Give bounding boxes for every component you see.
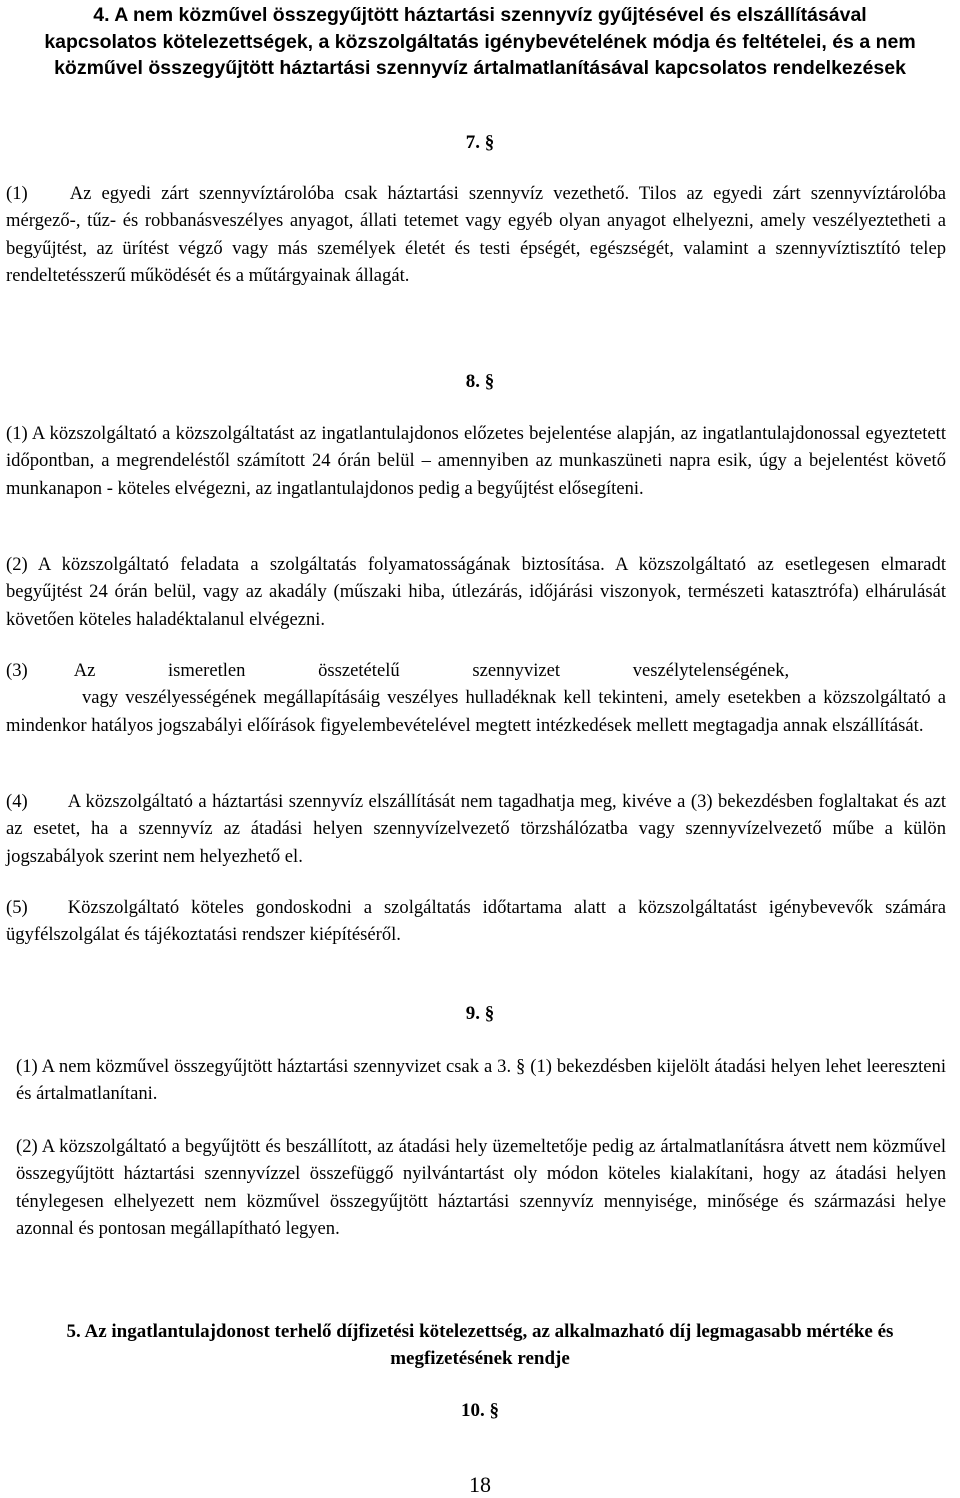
paragraph-label: (1)	[6, 183, 28, 204]
section-8-paragraph-5	[6, 894, 946, 949]
section-8-paragraph-2: (2) A közszolgáltató feladata a szolgáltatás folyamatosságának biztosítása. A közszolgáltató az esetlegesen elmaradt begyűjtést 24 órán belül, vagy az akadály (műszaki hiba, útlezárás, időjárási viszonyok, természeti katasztrófa) elhárulását követően köteles haladéktalanul elvégezni.	[6, 554, 946, 630]
section-9-paragraph-2: (2) A közszolgáltató a begyűjtött és beszállított, az átadási hely üzemeltetője pedig az ártalmatlanításra átvett nem közművel összegyűjtött háztartási szennyvízzel összefüggő nyilvántartást oly módon köteles kialakítani, hogy az átadási helyen ténylegesen elhelyezett nem közművel összegyűjtött háztartási szennyvíz mennyisége, minősége és származási helye azonnal és pontosan megállapítható legyen.	[16, 1136, 946, 1239]
section-8-paragraph-4	[6, 788, 946, 870]
paragraph-label: (4)	[6, 791, 28, 812]
section-8-paragraph-3	[6, 657, 946, 739]
section-9-paragraph-1: (1) A nem közművel összegyűjtött háztartási szennyvizet csak a 3. § (1) bekezdésben kijelölt átadási helyen lehet leereszteni és ártalmatlanítani.	[16, 1056, 946, 1105]
page-number: 18	[469, 1472, 491, 1497]
chapter-4-title: 4. A nem közművel összegyűjtött háztartási szennyvíz gyűjtésével és elszállításával kapcsolatos kötelezettségek, a közszolgáltatás igénybevételének módja és feltételei, és a nem közművel összegyűjtött háztartási szennyvíz ártalmatlanításával kapcsolatos rendelkezések	[44, 4, 916, 79]
section-8-paragraph-1: (1) A közszolgáltató a közszolgáltatást az ingatlantulajdonos előzetes bejelentése alapján, az ingatlantulajdonossal egyeztetett időpontban, a megrendeléstől számított 24 órán belül – amennyiben az munkaszüneti napra esik, úgy a bejelentést követő munkanapon - köteles elvégezni, az ingatlantulajdonos pedig a begyűjtést elősegíteni.	[6, 423, 946, 499]
paragraph-text: Az egyedi zárt szennyvíztárolóba csak háztartási szennyvíz vezethető. Tilos az egyedi zárt szennyvíztárolóba mérgező-, tűz- és robbanásveszélyes anyagot, állati tetemet vagy egyéb olyan anyagot elhelyezni, amely veszélyeztetheti a begyűjtést, az ürítést végző vagy más személyek életét és testi épségét, egészségét, valamint a szennyvíztisztító telep rendeltetésszerű működését és a műtárgyainak állagát.	[6, 183, 946, 286]
paragraph-text: A közszolgáltató a háztartási szennyvíz elszállítását nem tagadhatja meg, kivéve a (3) bekezdésben foglaltakat és azt az esetet, ha a szennyvíz az átadási helyen szennyvízelvezető törzshálózatba vagy szennyvízelvezető műbe a külön jogszabályok szerint nem helyezhető el.	[6, 791, 946, 867]
section-9-heading: 9. §	[465, 1003, 495, 1024]
section-7-heading: 7. §	[465, 132, 495, 153]
section-10-heading: 10. §	[461, 1400, 499, 1421]
chapter-5-title: 5. Az ingatlantulajdonost terhelő díjfizetési kötelezettség, az alkalmazható díj legmagasabb mértéke és megfizetésének rendje	[66, 1321, 894, 1369]
paragraph-label: (5)	[6, 897, 28, 918]
paragraph-label: (3)	[6, 660, 28, 681]
paragraph-first-line: Az ismeretlen összetételű szennyvizet veszélytelenségének,	[73, 660, 790, 681]
paragraph-text: vagy veszélyességének megállapításáig veszélyes hulladéknak kell tekinteni, amely esetekben a közszolgáltató a mindenkor hatályos jogszabályi előírások figyelembevételével megtett intézkedések mellett megtagadja annak elszállítását.	[6, 687, 946, 736]
section-8-heading: 8. §	[465, 371, 495, 392]
paragraph-text: Közszolgáltató köteles gondoskodni a szolgáltatás időtartama alatt a közszolgáltatást igénybevevők számára ügyfélszolgálat és tájékoztatási rendszer kiépítéséről.	[6, 897, 946, 946]
section-7-paragraph-1	[6, 180, 946, 289]
